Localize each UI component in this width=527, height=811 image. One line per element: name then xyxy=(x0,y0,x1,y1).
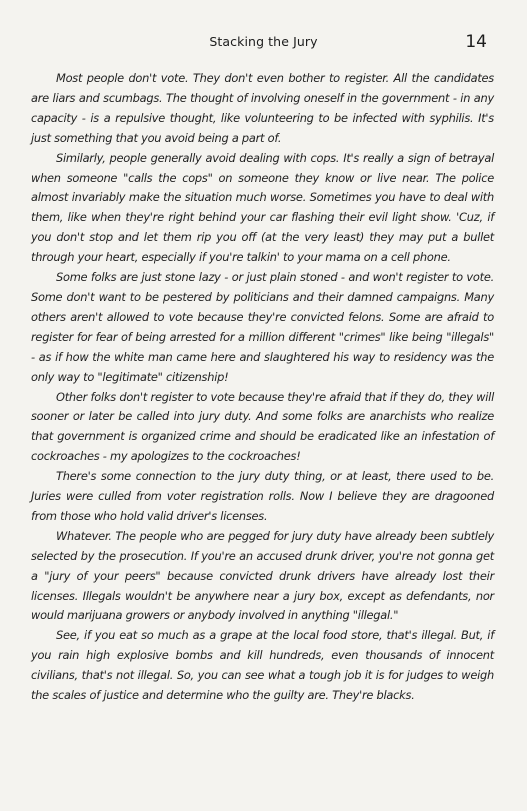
page-header xyxy=(0,34,527,54)
paragraph: There's some connection to the jury duty thing, or at least, there used to be. Juries were culled from voter registration rolls. Now I believe they are dragooned from those who hold valid driver's licenses. xyxy=(31,469,494,523)
page-number: 14 xyxy=(465,32,487,52)
paragraph: Other folks don't register to vote because they're afraid that if they do, they will sooner or later be called into jury duty. And some folks are anarchists who realize that government is organized crime and should be eradicated like an infestation of cockroaches - my apologizes to the cockroaches! xyxy=(31,389,494,464)
paragraph: Most people don't vote. They don't even bother to register. All the candidates are liars and scumbags. The thought of involving oneself in the government - in any capacity - is a repulsive thought, like volunteering to be infected with syphilis. It's just something that you avoid being a part of. xyxy=(31,71,494,145)
body-text xyxy=(31,69,494,706)
paragraph: Similarly, people generally avoid dealing with cops. It's really a sign of betrayal when someone "calls the cops" on someone they know or live near. The police almost invariably make the situation much worse. Sometimes you have to deal with them, like when they're right behind your car flashing their evil light show. 'Cuz, if you don't stop and let them rip you off (at the very least) they may put a bullet through your heart, especially if you're talkin' to your mama on a cell phone. xyxy=(31,150,494,265)
running-title: Stacking the Jury xyxy=(209,34,318,49)
paragraph: See, if you eat so much as a grape at the local food store, that's illegal. But, if you rain high explosive bombs and kill hundreds, even thousands of innocent civilians, that's not illegal. So, you can see what a tough job it is for judges to weigh the scales of justice and determine who the guilty are. They're blacks. xyxy=(31,628,494,703)
paragraph: Some folks are just stone lazy - or just plain stoned - and won't register to vote. Some don't want to be pestered by politicians and their damned campaigns. Many others aren't allowed to vote because they're convicted felons. Some are afraid to register for fear of being arrested for a million different "crimes" like being "illegals" - as if how the white man came here and slaughtered his way to residency was the only way to "legitimate" citizenship! xyxy=(31,270,494,384)
paragraph: Whatever. The people who are pegged for jury duty have already been subtlely selected by the prosecution. If you're an accused drunk driver, you're not gonna get a "jury of your peers" because convicted drunk drivers have already lost their licenses. Illegals wouldn't be anywhere near a jury box, except as defendants, nor would marijuana growers or anybody involved in anything "illegal." xyxy=(31,528,494,623)
